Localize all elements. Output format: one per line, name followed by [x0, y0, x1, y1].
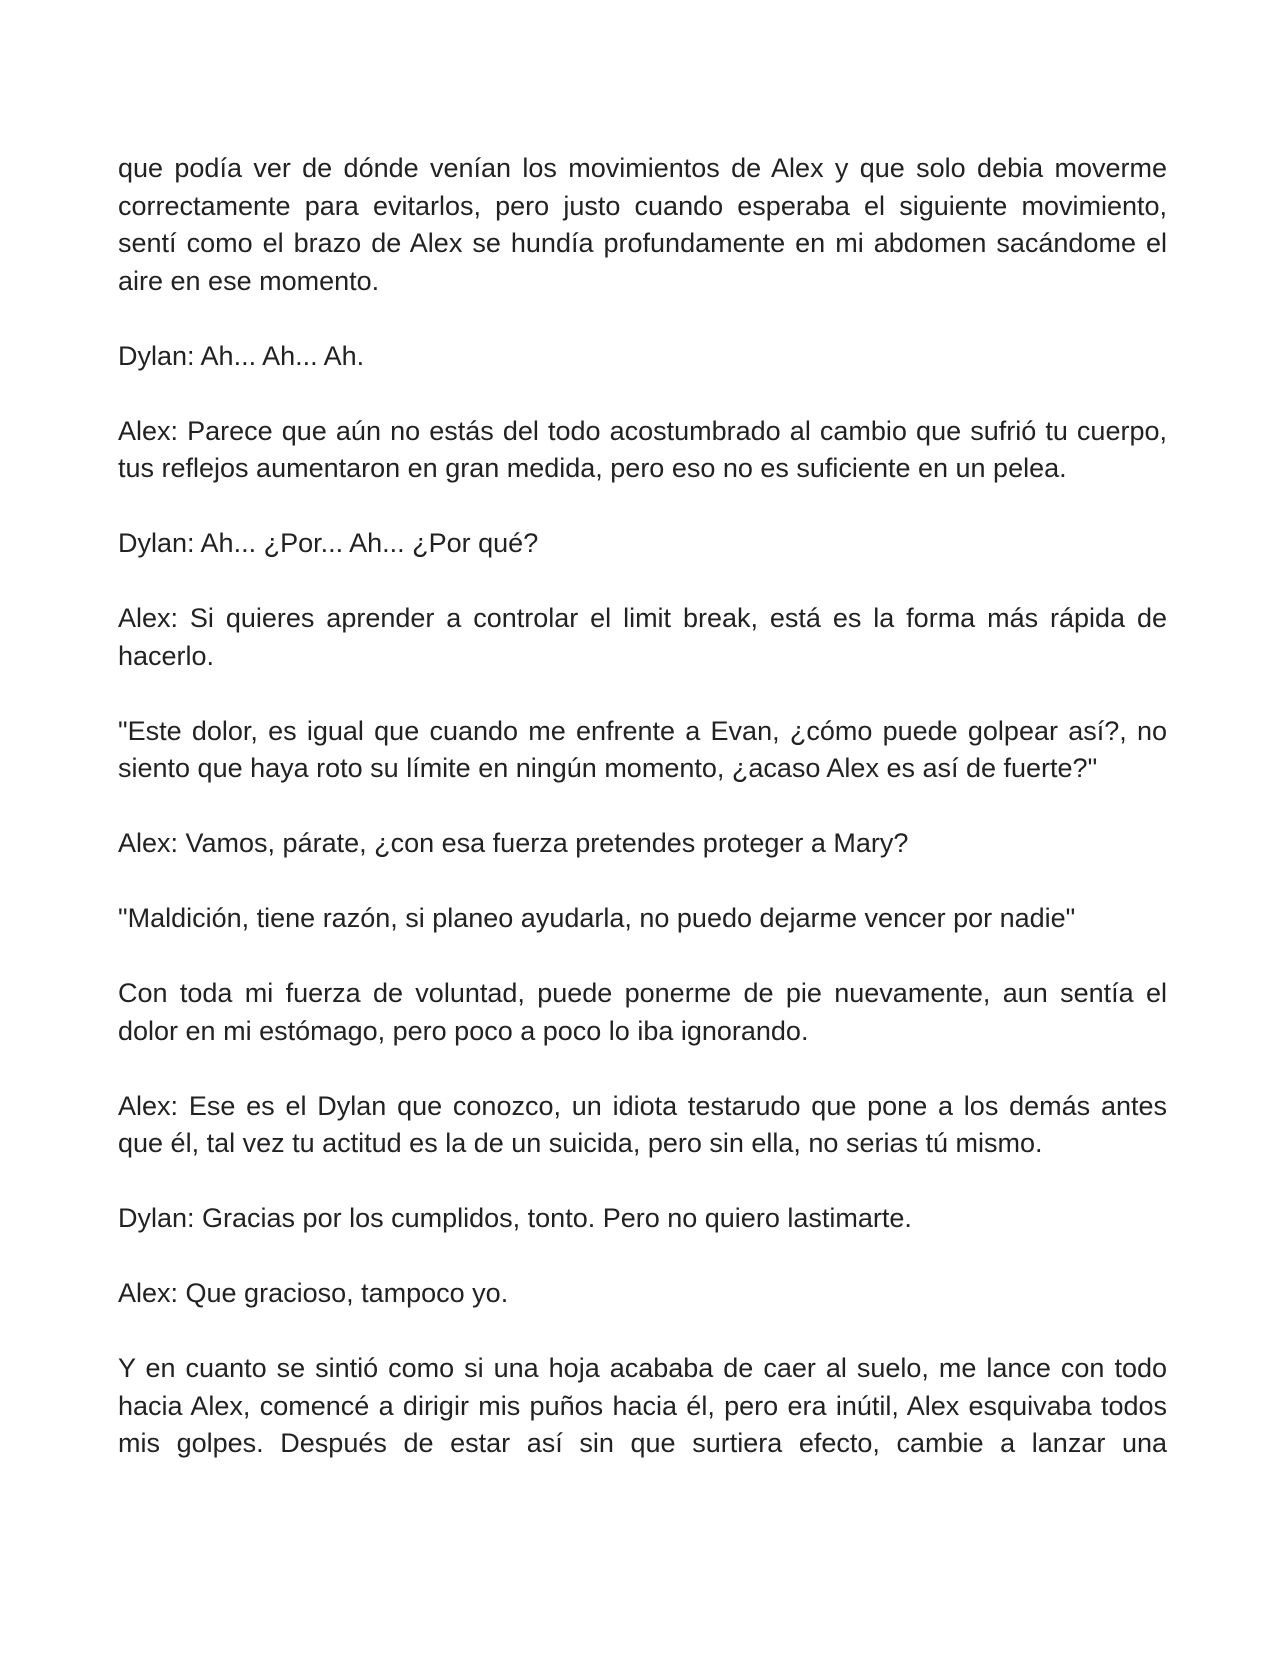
paragraph-narration: Con toda mi fuerza de voluntad, puede ponerme de pie nuevamente, aun sentía el dolor en mi estómago, pero poco a poco lo iba ignorando. — [118, 978, 1167, 1046]
paragraph-dialogue: Alex: Que gracioso, tampoco yo. — [118, 1278, 509, 1308]
paragraph-thought: "Este dolor, es igual que cuando me enfrente a Evan, ¿cómo puede golpear así?, no siento que haya roto su límite en ningún momento, ¿acaso Alex es así de fuerte?" — [118, 715, 1167, 783]
paragraph-dialogue: Dylan: Ah... Ah... Ah. — [118, 340, 365, 371]
paragraph-dialogue: Alex: Ese es el Dylan que conozco, un idiota testarudo que pone a los demás antes que él, tal vez tu actitud es la de un suicida, pero sin ella, no serias tú mismo. — [118, 1090, 1167, 1158]
paragraph-dialogue: Alex: Si quieres aprender a controlar el limit break, está es la forma más rápida de hacerlo. — [118, 603, 1167, 671]
paragraph-narration: que podía ver de dónde venían los movimientos de Alex y que solo debia moverme correctamente para evitarlos, pero justo cuando esperaba el siguiente movimiento, sentí como el brazo de Alex se hundía profundamente en mi abdomen sacándome el aire en ese momento. — [118, 153, 1167, 296]
paragraph-dialogue: Alex: Parece que aún no estás del todo acostumbrado al cambio que sufrió tu cuerpo, tus reflejos aumentaron en gran medida, pero eso no es suficiente en un pelea. — [118, 415, 1167, 483]
body-text — [118, 150, 1167, 1463]
paragraph-narration: Y en cuanto se sintió como si una hoja acababa de caer al suelo, me lance con todo hacia Alex, comencé a dirigir mis puños hacia él, pero era inútil, Alex esquivaba todos mis golpes. Después de estar así sin que surtiera efecto, cambie a lanzar una — [118, 1353, 1167, 1458]
paragraph-dialogue: Dylan: Ah... ¿Por... Ah... ¿Por qué? — [118, 528, 539, 558]
paragraph-dialogue: Dylan: Gracias por los cumplidos, tonto. Pero no quiero lastimarte. — [118, 1203, 912, 1233]
paragraph-dialogue: Alex: Vamos, párate, ¿con esa fuerza pretendes proteger a Mary? — [118, 828, 909, 858]
paragraph-thought: "Maldición, tiene razón, si planeo ayudarla, no puedo dejarme vencer por nadie" — [118, 903, 1076, 933]
